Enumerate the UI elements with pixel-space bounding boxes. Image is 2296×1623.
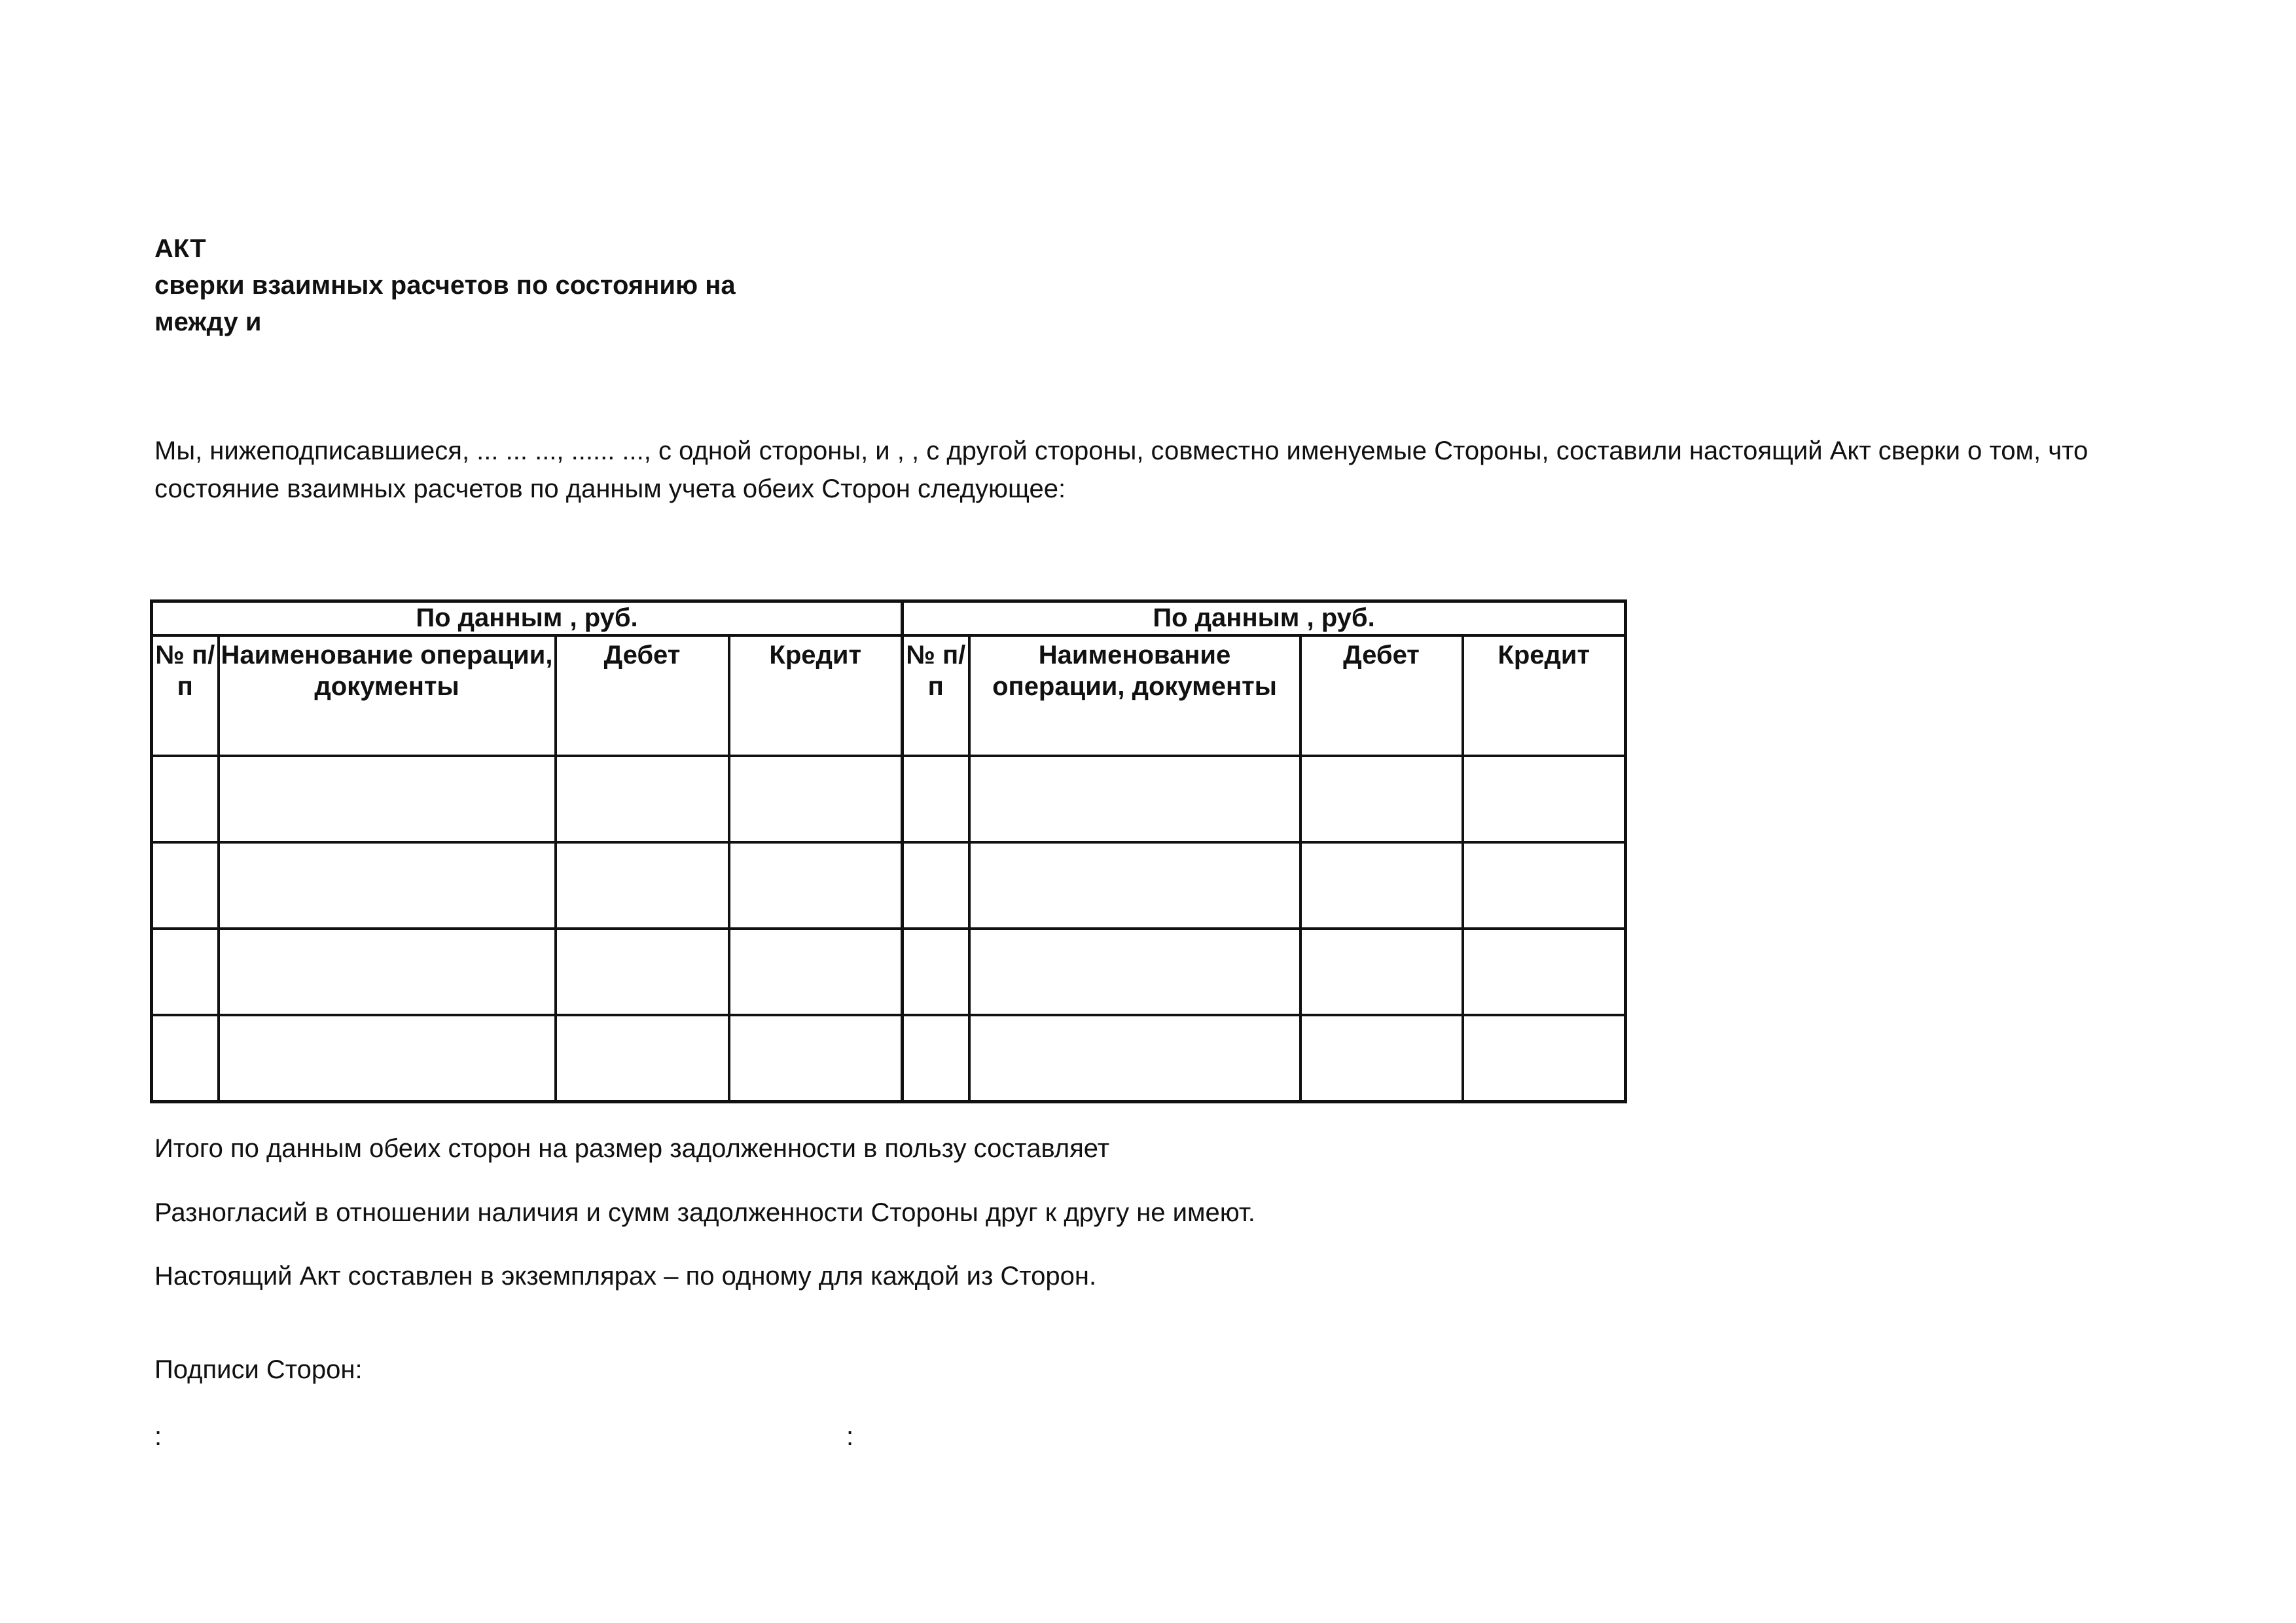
table-cell[interactable] <box>969 929 1300 1015</box>
table-cell[interactable] <box>903 929 969 1015</box>
title-subject: сверки взаимных расчетов по состоянию на <box>154 271 736 300</box>
title-act: АКТ <box>154 234 206 263</box>
left-col-debit: Дебет <box>556 635 729 756</box>
table-cell[interactable] <box>903 1015 969 1102</box>
table-cell[interactable] <box>1300 1015 1463 1102</box>
table-cell[interactable] <box>1463 929 1626 1015</box>
table-cell[interactable] <box>1463 842 1626 929</box>
table-cell[interactable] <box>1300 842 1463 929</box>
signature-right: : <box>846 1422 854 1451</box>
table-cell[interactable] <box>969 842 1300 929</box>
table-cell[interactable] <box>729 842 903 929</box>
left-col-number: № п/ п <box>152 635 219 756</box>
right-party-header: По данным , руб. <box>903 601 1626 636</box>
right-col-operation: Наименование операции, документы <box>969 635 1300 756</box>
left-col-operation: Наименование операции, документы <box>219 635 556 756</box>
reconciliation-table <box>150 599 1627 1103</box>
table-row <box>152 1015 1626 1102</box>
table-cell[interactable] <box>969 1015 1300 1102</box>
table-cell[interactable] <box>556 756 729 842</box>
signatures-title: Подписи Сторон: <box>154 1355 363 1384</box>
table-cell[interactable] <box>729 1015 903 1102</box>
table-cell[interactable] <box>219 842 556 929</box>
table-cell[interactable] <box>1463 756 1626 842</box>
table-cell[interactable] <box>729 756 903 842</box>
table-cell[interactable] <box>152 842 219 929</box>
table-row <box>152 756 1626 842</box>
table-cell[interactable] <box>729 929 903 1015</box>
intro-paragraph: Мы, нижеподписавшиеся, ... ... ..., ...... ..., с одной стороны, и , , с другой стороны, совместно именуемые Стороны, составили настоящий Акт сверки о том, что состояние взаимных расчетов по данным учета обеих Сторон следующее: <box>154 437 2089 503</box>
table-cell[interactable] <box>219 756 556 842</box>
right-col-credit: Кредит <box>1463 635 1626 756</box>
table-cell[interactable] <box>152 756 219 842</box>
table-cell[interactable] <box>903 842 969 929</box>
copies-paragraph: Настоящий Акт составлен в экземплярах – по одному для каждой из Сторон. <box>154 1262 1097 1291</box>
table-cell[interactable] <box>556 842 729 929</box>
left-party-header: По данным , руб. <box>152 601 903 636</box>
total-paragraph: Итого по данным обеих сторон на размер задолженности в пользу составляет <box>154 1134 1110 1163</box>
title-parties: между и <box>154 308 262 336</box>
table-column-header-row <box>152 635 1626 756</box>
table-cell[interactable] <box>1300 756 1463 842</box>
table-group-header-row <box>152 601 1626 636</box>
table-cell[interactable] <box>556 1015 729 1102</box>
table-cell[interactable] <box>903 756 969 842</box>
table-row <box>152 842 1626 929</box>
table-cell[interactable] <box>1463 1015 1626 1102</box>
table-cell[interactable] <box>219 929 556 1015</box>
left-col-credit: Кредит <box>729 635 903 756</box>
table-cell[interactable] <box>969 756 1300 842</box>
right-col-number: № п/ п <box>903 635 969 756</box>
document-title <box>154 230 736 340</box>
table-cell[interactable] <box>1300 929 1463 1015</box>
table-cell[interactable] <box>219 1015 556 1102</box>
table-cell[interactable] <box>152 929 219 1015</box>
table-row <box>152 929 1626 1015</box>
table-cell[interactable] <box>152 1015 219 1102</box>
signature-left: : <box>154 1422 162 1451</box>
right-col-debit: Дебет <box>1300 635 1463 756</box>
table-cell[interactable] <box>556 929 729 1015</box>
disagreements-paragraph: Разногласий в отношении наличия и сумм задолженности Стороны друг к другу не имеют. <box>154 1198 1255 1227</box>
